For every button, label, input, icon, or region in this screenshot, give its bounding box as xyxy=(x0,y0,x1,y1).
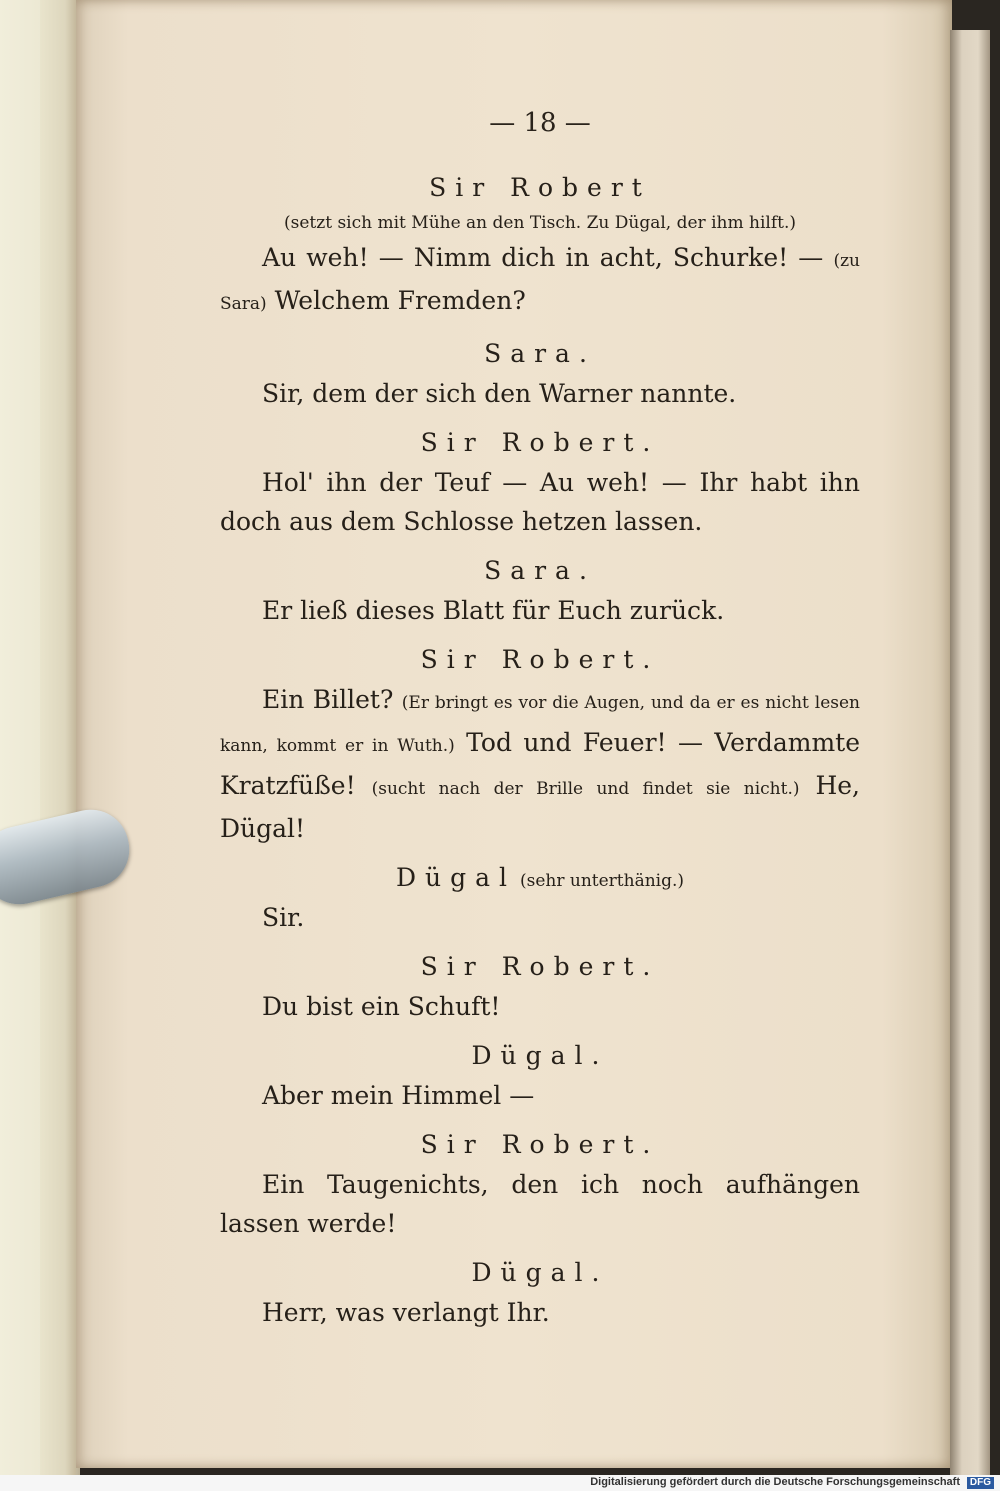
speaker-name: Dügal. xyxy=(471,1258,609,1287)
footer-credit: Digitalisierung gefördert durch die Deutsche Forschungsgemeinschaft xyxy=(590,1476,960,1488)
speaker-name: Sir Robert. xyxy=(420,428,660,457)
dialogue-line: Du bist ein Schuft! xyxy=(262,992,501,1021)
speaker-name: Sir Robert. xyxy=(420,952,660,981)
dialogue-line: Er ließ dieses Blatt für Euch zurück. xyxy=(262,596,725,625)
speaker-name: Sir Robert. xyxy=(420,1130,660,1159)
dialogue-line: Hol' ihn der Teuf — Au weh! — Ihr habt ihn doch aus dem Schlosse hetzen lassen. xyxy=(220,468,860,536)
dfg-logo: DFG xyxy=(967,1477,994,1489)
dialogue-line: Sir. xyxy=(262,903,305,932)
next-page-edge xyxy=(950,30,990,1475)
dialogue-line: Herr, was verlangt Ihr. xyxy=(262,1298,550,1327)
stage-direction: (zu Sara) xyxy=(220,251,860,314)
page-text xyxy=(220,110,860,1332)
dialogue-line: Ein Taugenichts, den ich noch aufhängen lassen werde! xyxy=(220,1170,860,1238)
speaker-name: Dügal (sehr unterthänig.) xyxy=(395,863,685,892)
dialogue-line: Sir, dem der sich den Warner nannte. xyxy=(262,379,737,408)
speaker-name: Sir Robert. xyxy=(420,645,660,674)
dialogue-line: Ein Billet? (Er bringt es vor die Augen, und da er es nicht lesen kann, kommt er in Wuth.) Tod und Feuer! — Verdammte Kratzfüße! (sucht nach der Brille und findet sie nicht.) He, Dügal! xyxy=(220,685,860,843)
footer-bar xyxy=(0,1475,1000,1491)
stage-direction: (sehr unterthänig.) xyxy=(520,871,685,891)
stage-direction: (setzt sich mit Mühe an den Tisch. Zu Dügal, der ihm hilft.) xyxy=(284,213,796,233)
speaker-name: Sara. xyxy=(484,339,596,368)
dialogue-line: Au weh! — Nimm dich in acht, Schurke! — (zu Sara) Welchem Fremden? xyxy=(220,243,860,315)
dialogue-line: Aber mein Himmel — xyxy=(262,1081,535,1110)
speaker-name: Sir Robert xyxy=(429,173,651,202)
previous-page-fold xyxy=(40,0,76,1475)
speaker-name: Sara. xyxy=(484,556,596,585)
stage-direction: (Er bringt es vor die Augen, und da er es nicht lesen kann, kommt er in Wuth.) xyxy=(220,693,860,756)
speaker-name: Dügal. xyxy=(471,1041,609,1070)
stage-direction: (sucht nach der Brille und findet sie nicht.) xyxy=(371,779,800,799)
page-number: — 18 — xyxy=(489,108,591,138)
